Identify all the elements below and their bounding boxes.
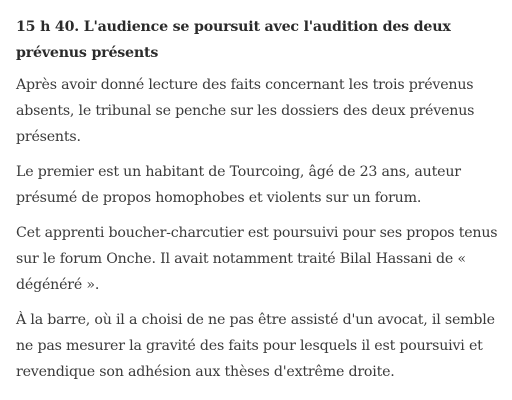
article-paragraph: Cet apprenti boucher-charcutier est poursuivi pour ses propos tenus sur le forum Onche. Il avait notamment traité Bilal Hassani de « dégénéré ». <box>16 225 498 293</box>
article-paragraph: À la barre, où il a choisi de ne pas être assisté d'un avocat, il semble ne pas mesurer la gravité des faits pour lesquels il est poursuivi et revendique son adhésion aux thèses d'extrême droite. <box>16 312 495 380</box>
article-paragraph: Après avoir donné lecture des faits concernant les trois prévenus absents, le tribunal se penche sur les dossiers des deux prévenus présents. <box>16 77 475 145</box>
live-update-headline: 15 h 40. L'audience se poursuit avec l'audition des deux prévenus présents <box>16 19 451 61</box>
article-paragraph: Le premier est un habitant de Tourcoing, âgé de 23 ans, auteur présumé de propos homophobes et violents sur un forum. <box>16 164 461 206</box>
